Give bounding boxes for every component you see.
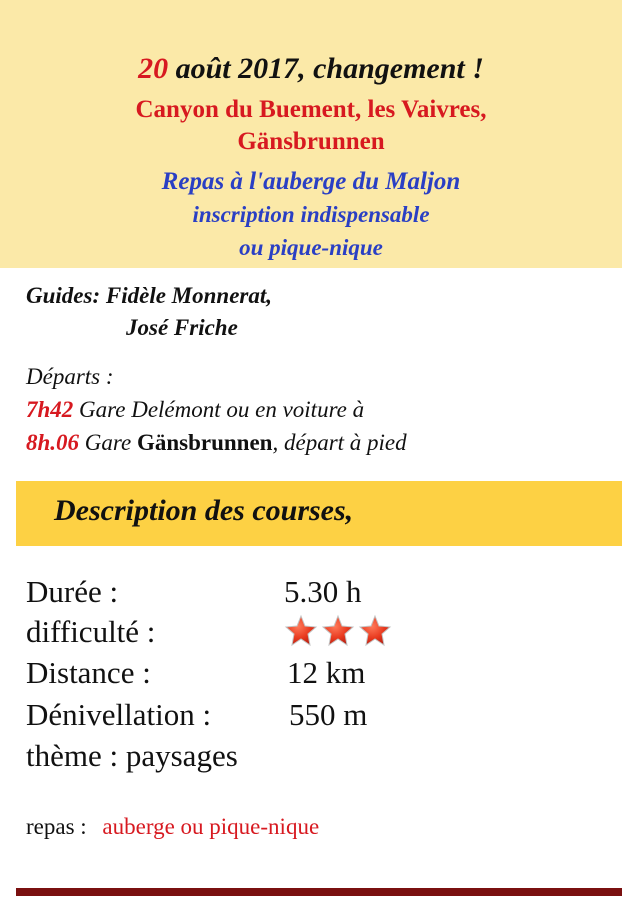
distance-value: 12 km [287,655,366,690]
star-icon [360,616,390,645]
route-line-2: Gänsbrunnen [237,128,385,155]
star-icon [323,616,353,645]
route-line-1: Canyon du Buement, les Vaivres, [135,96,487,123]
meal-line-1: Repas à l'auberge du Maljon [161,168,461,195]
depart-text-1: Gare Delémont ou en voiture à [79,397,365,422]
description-title: Description des courses, [54,494,354,527]
depart-time-2: 8h.06 [26,430,80,455]
guides-block [26,280,272,344]
bottom-rule [16,888,622,896]
depart-text-2b: , départ à pied [272,430,407,455]
denivellation-label: Dénivellation : [26,697,212,732]
meal-line-3: ou pique-nique [239,235,383,260]
meal-line-2: inscription indispensable [192,202,430,227]
repas-line [26,814,319,840]
depart-row-1 [26,393,407,426]
depart-row-2 [26,426,407,459]
guides-label: Guides: [26,283,101,308]
header-banner [0,0,622,268]
guide-1: Fidèle Monnerat, [105,283,272,308]
depart-time-1: 7h42 [26,397,74,422]
departs-block [26,360,407,459]
date-rest: août 2017, changement ! [175,52,484,85]
distance-label: Distance : [26,655,151,690]
repas-value: auberge ou pique-nique [102,814,320,839]
denivellation-value: 550 m [289,697,368,732]
guide-2: José Friche [126,315,238,340]
depart-text-2a: Gare [84,430,132,455]
duree-label: Durée : [26,574,119,609]
departs-label: Départs : [26,364,114,389]
duree-value: 5.30 h [284,574,362,609]
difficulty-stars [284,612,394,648]
depart-place-2: Gänsbrunnen [136,430,273,455]
date-day: 20 [138,52,169,85]
star-icon [286,616,316,645]
date-heading [0,52,622,86]
theme-line: thème : paysages [26,738,238,773]
repas-label: repas : [26,814,87,839]
difficulte-label: difficulté : [26,614,156,649]
